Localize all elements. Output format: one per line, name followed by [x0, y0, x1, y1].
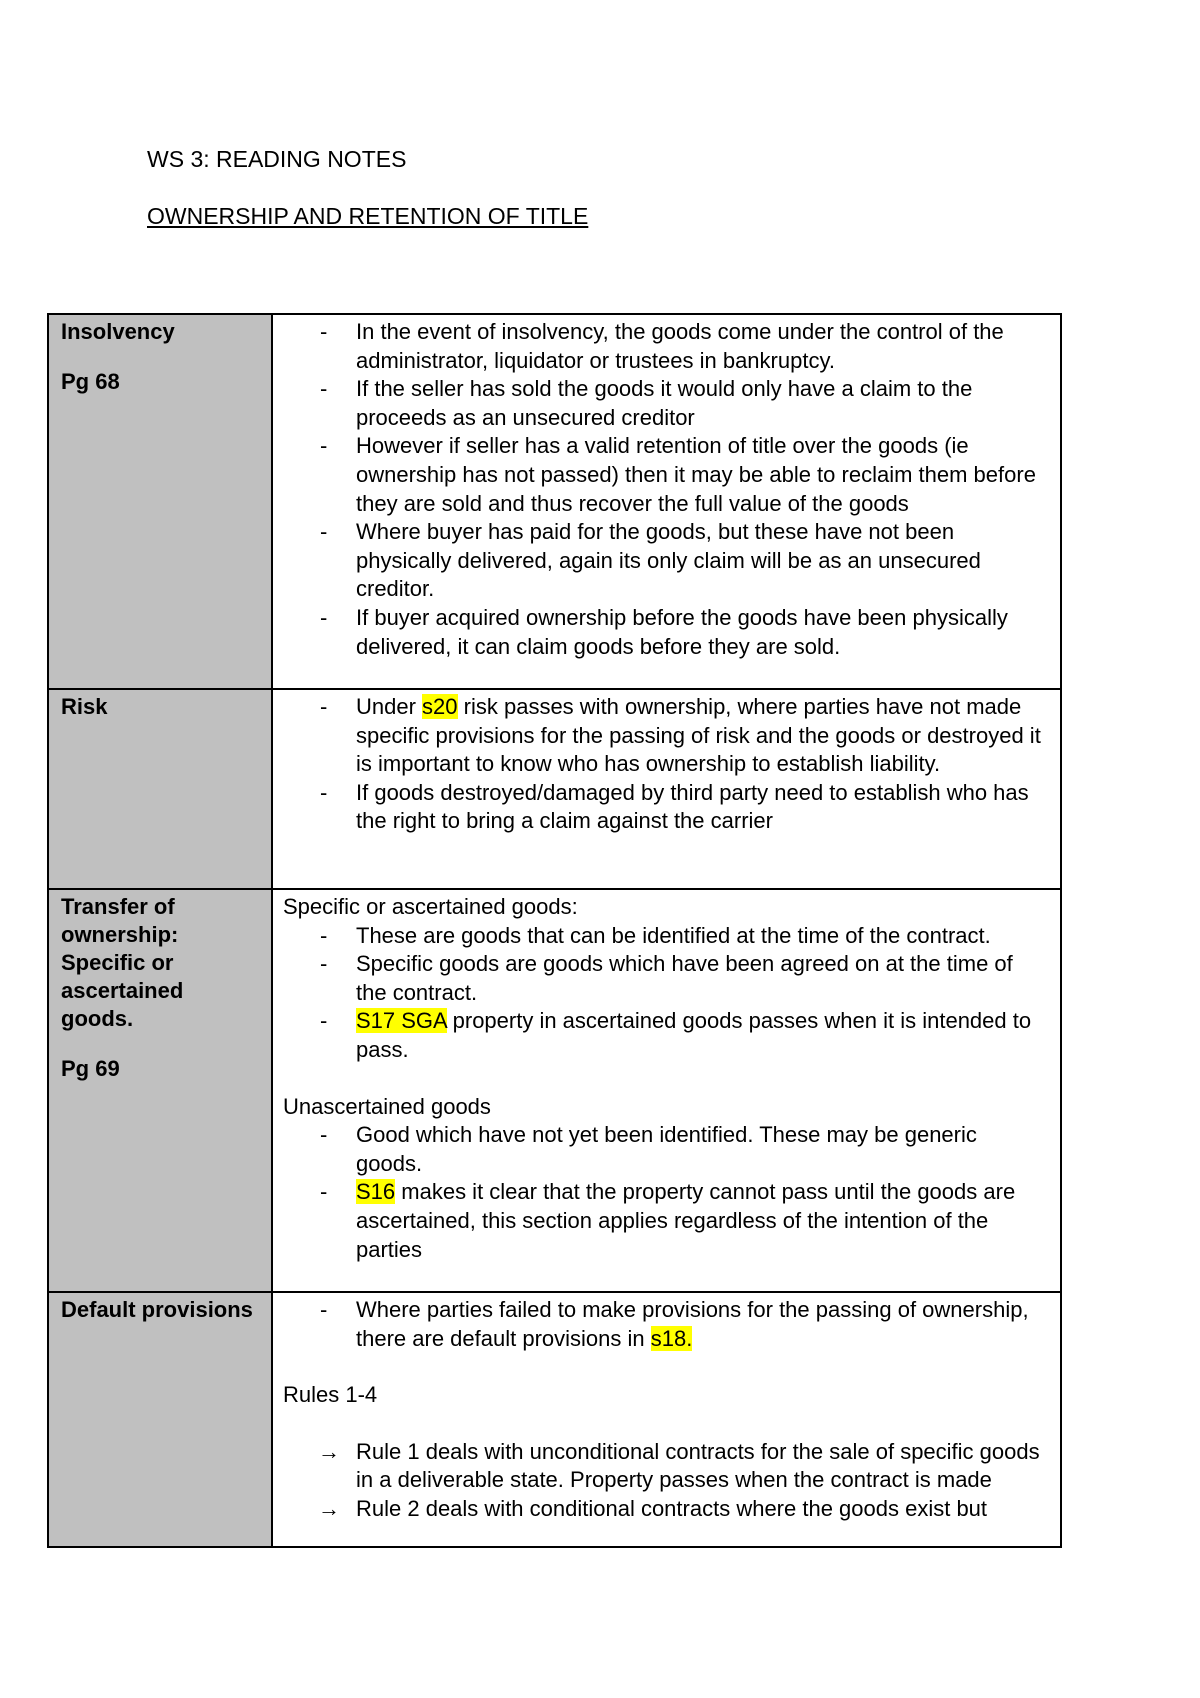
list-item — [356, 1007, 1046, 1064]
bullet-list — [283, 693, 1046, 836]
list-item: - Specific goods are goods which have been agreed on at the time of the contract. — [356, 950, 1046, 1007]
document-title: WS 3: READING NOTES — [147, 146, 407, 172]
row-content-cell — [272, 889, 1061, 1292]
row-content-cell — [272, 1292, 1061, 1547]
list-item — [356, 1296, 1046, 1353]
list-item: - If goods destroyed/damaged by third party need to establish who has the right to bring a claim against the carrier — [356, 779, 1046, 836]
text-run: makes it clear that the property cannot pass until the goods are ascertained, this section applies regardless of the intention of the parties — [356, 1179, 1016, 1262]
list-item: - If buyer acquired ownership before the goods have been physically delivered, it can claim goods before they are sold. — [356, 604, 1046, 661]
row-label-cell — [48, 1292, 272, 1547]
notes-table — [47, 313, 1062, 1548]
text-run: property in ascertained goods passes when it is intended to pass. — [356, 1008, 1032, 1062]
list-item: - Good which have not yet been identified. These may be generic goods. — [356, 1121, 1046, 1178]
row-label: Default provisions — [61, 1297, 253, 1322]
page-ref: Pg 68 — [61, 369, 120, 394]
list-item: → Rule 2 deals with conditional contracts where the goods exist but — [356, 1495, 1046, 1524]
row-label-cell — [48, 689, 272, 889]
highlighted-reference: S16 — [356, 1179, 396, 1205]
list-item: - Where buyer has paid for the goods, but these have not been physically delivered, again its only claim will be as an unsecured creditor. — [356, 518, 1046, 604]
list-item: - However if seller has a valid retention of title over the goods (ie ownership has not passed) then it may be able to reclaim them before they are sold and thus recover the full value of the goods — [356, 432, 1046, 518]
section-heading: Unascertained goods — [283, 1093, 491, 1119]
row-label: Risk — [61, 694, 108, 719]
bullet-list — [283, 922, 1046, 1065]
list-item: → Rule 1 deals with unconditional contracts for the sale of specific goods in a deliverable state. Property passes when the contract is made — [356, 1438, 1046, 1495]
page-ref: Pg 69 — [61, 1056, 120, 1081]
table-row-transfer — [48, 889, 1061, 1292]
row-label: Insolvency — [61, 319, 175, 344]
row-label-cell — [48, 314, 272, 689]
row-content-cell — [272, 689, 1061, 889]
list-item: - If the seller has sold the goods it would only have a claim to the proceeds as an unsecured creditor — [356, 375, 1046, 432]
table-row-risk — [48, 689, 1061, 889]
table-row-insolvency — [48, 314, 1061, 689]
list-item — [356, 693, 1046, 779]
text-run: Under — [356, 694, 423, 719]
highlighted-reference: S17 SGA — [356, 1008, 447, 1034]
list-item — [356, 1178, 1046, 1264]
list-item: - In the event of insolvency, the goods come under the control of the administrator, liquidator or trustees in bankruptcy. — [356, 318, 1046, 375]
row-label: Transfer of ownership: Specific or ascertained goods. — [61, 894, 184, 1031]
highlighted-reference: s20 — [422, 694, 458, 719]
table-row-default — [48, 1292, 1061, 1547]
section-heading: Rules 1-4 — [283, 1382, 378, 1408]
arrow-list — [283, 1438, 1046, 1524]
text-run: risk passes with ownership, where parties have not made specific provisions for the passing of risk and the goods or destroyed it is important to know who has ownership to establish liability. — [356, 694, 1041, 777]
bullet-list — [283, 318, 1046, 661]
bullet-list — [283, 1121, 1046, 1264]
highlighted-reference: s18. — [650, 1325, 693, 1351]
spacer — [283, 1353, 1046, 1381]
spacer — [283, 1410, 1046, 1438]
spacer — [283, 1065, 1046, 1093]
bullet-list — [283, 1296, 1046, 1353]
row-content-cell — [272, 314, 1061, 689]
text-run: Where parties failed to make provisions for the passing of ownership, there are default provisions in — [356, 1297, 1029, 1351]
section-heading: Specific or ascertained goods: — [283, 894, 578, 919]
row-label-cell — [48, 889, 272, 1292]
list-item: - These are goods that can be identified at the time of the contract. — [356, 922, 1046, 951]
document-subtitle: OWNERSHIP AND RETENTION OF TITLE — [147, 203, 589, 229]
